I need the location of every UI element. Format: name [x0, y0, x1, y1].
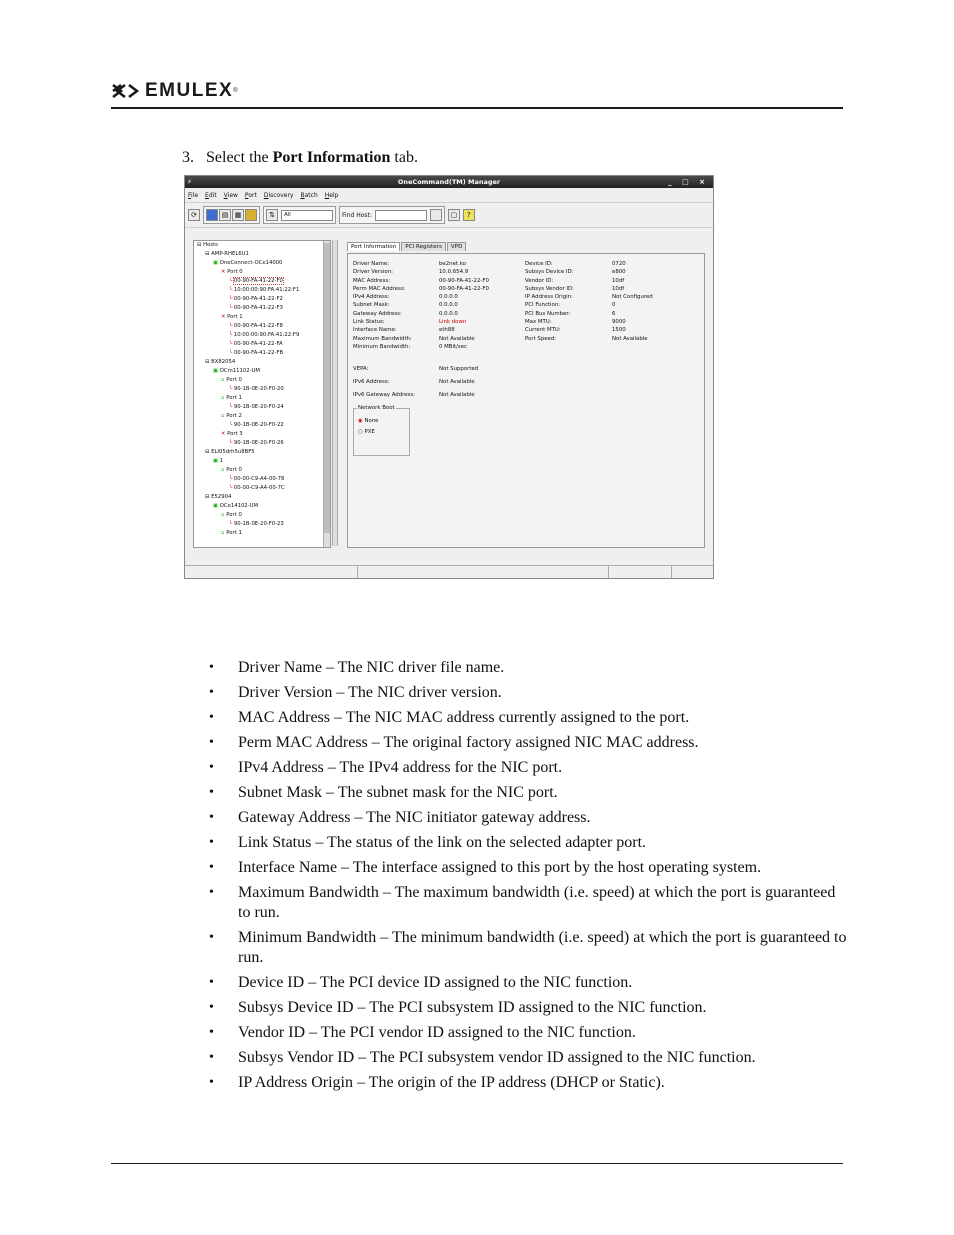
boot-option-none[interactable]: ◉ None — [358, 418, 379, 424]
step-suffix: tab. — [394, 149, 418, 166]
tree-node-label: Port 0 — [226, 512, 242, 518]
port-information-panel — [347, 253, 705, 548]
port-icon: ▫ — [221, 395, 227, 401]
tree-node[interactable] — [194, 277, 330, 286]
function-icon: └ — [229, 287, 234, 293]
function-icon: └ — [229, 476, 234, 482]
field-value: be2net.ko — [439, 261, 466, 267]
tree-node[interactable] — [194, 331, 330, 340]
fabric-view-icon[interactable]: ▤ — [219, 209, 231, 221]
field-label: Subnet Mask: — [353, 302, 390, 309]
tab-pci-registers[interactable]: PCI Registers — [401, 242, 446, 251]
host-icon: ⊟ — [205, 449, 212, 455]
logo-text: EMULEX — [145, 80, 234, 101]
bullet-item: • Interface Name – The interface assigned to this port by the host operating system. — [209, 858, 849, 878]
tab-port-information[interactable]: Port Information — [347, 242, 400, 251]
step-bold-term: Port Information — [272, 149, 391, 166]
tree-node-label: Port 1 — [227, 314, 243, 320]
tree-node[interactable] — [194, 502, 330, 511]
settings-icon[interactable]: ▢ — [448, 209, 460, 221]
function-icon: └ — [229, 278, 234, 284]
tree-node-label: Port 2 — [226, 413, 242, 419]
field-value: 0.0.0.0 — [439, 310, 458, 317]
tree-node-label: 10:00:00:90:FA:41:22:F1 — [233, 287, 300, 293]
field-label: Subsys Vendor ID: — [525, 285, 574, 292]
status-bar — [185, 565, 713, 578]
tree-node[interactable] — [194, 376, 330, 385]
refresh-icon[interactable]: ⟳ — [188, 209, 200, 221]
tree-node[interactable] — [194, 295, 330, 304]
discovery-tree — [193, 240, 331, 548]
tree-node[interactable] — [194, 367, 330, 376]
field-value: Not Configured — [612, 294, 653, 301]
footer-rule — [111, 1163, 843, 1164]
field-label: Gateway Address: — [353, 310, 402, 317]
tree-node[interactable] — [194, 250, 330, 259]
find-host-label: Find Host: — [342, 211, 372, 219]
ipv6-value: Not Available — [439, 379, 475, 385]
port-info-row — [353, 285, 692, 293]
find-host-input[interactable] — [375, 210, 427, 221]
help-icon[interactable]: ? — [463, 209, 475, 221]
function-icon: └ — [229, 341, 234, 347]
tree-node-label: Port 0 — [227, 269, 243, 275]
field-label: PCI Function: — [525, 302, 561, 309]
tree-node[interactable] — [194, 484, 330, 493]
port-icon: ▫ — [221, 413, 227, 419]
bullet-item: • Driver Version – The NIC driver version. — [209, 683, 849, 703]
host-icon: ⊟ — [205, 251, 212, 257]
field-value: 0.0.0.0 — [439, 302, 458, 309]
groups-view-icon[interactable] — [245, 209, 257, 221]
bullet-item: • Device ID – The PCI device ID assigned to the NIC function. — [209, 973, 849, 993]
field-label: Port Speed: — [525, 335, 557, 342]
emulex-mark-icon — [112, 83, 140, 99]
function-icon: └ — [229, 332, 234, 338]
host-icon: ⊟ — [205, 494, 212, 500]
tree-node[interactable] — [194, 241, 330, 250]
field-value: Not Available — [439, 335, 475, 342]
host-view-icon[interactable] — [206, 209, 218, 221]
field-value: 10.0.654.9 — [439, 269, 469, 276]
tree-node-label: 00-00-C9-A4-00-7C — [233, 485, 285, 491]
port-info-row — [353, 293, 692, 301]
port-info-row — [353, 343, 692, 351]
ipv6-gateway-value: Not Available — [439, 392, 475, 398]
tree-node[interactable] — [194, 322, 330, 331]
bullet-item: • IPv4 Address – The IPv4 address for the NIC port. — [209, 758, 849, 778]
field-label: Maximum Bandwidth: — [353, 335, 412, 342]
function-icon: └ — [229, 350, 234, 356]
tree-node-label: OCe14102-UM — [219, 503, 259, 509]
bullet-item: • Subsys Vendor ID – The PCI subsystem vendor ID assigned to the NIC function. — [209, 1048, 849, 1068]
boot-option-pxe[interactable]: ○ PXE — [358, 429, 375, 435]
field-label: MAC Address: — [353, 277, 391, 284]
port-info-row — [353, 277, 692, 285]
bullet-item: • Driver Name – The NIC driver file name. — [209, 658, 849, 678]
field-label: Subsys Device ID: — [525, 269, 574, 276]
bullet-item: • Perm MAC Address – The original factory assigned NIC MAC address. — [209, 733, 849, 753]
tree-node-label: 90-1B-0E-20-F0-26 — [233, 440, 284, 446]
field-value: e800 — [612, 269, 626, 276]
tree-node[interactable] — [194, 313, 330, 322]
tree-node-label: 00-90-FA-41-22-F0 — [233, 278, 283, 284]
bullet-item: • MAC Address – The NIC MAC address currently assigned to the port. — [209, 708, 849, 728]
port-icon: ✕ — [221, 269, 228, 275]
network-boot-group — [353, 405, 410, 456]
adapter-icon: ▣ — [213, 458, 220, 464]
adapter-icon: ▣ — [213, 503, 220, 509]
tree-node-label: Port 3 — [227, 431, 243, 437]
tree-node[interactable] — [194, 358, 330, 367]
window-controls[interactable]: _ □ × — [668, 178, 709, 186]
adapter-icon: ▣ — [213, 368, 220, 374]
field-label: Max MTU: — [525, 319, 552, 326]
tree-node[interactable] — [194, 430, 330, 439]
field-label: Interface Name: — [353, 327, 397, 334]
bullet-item: • IP Address Origin – The origin of the IP address (DHCP or Static). — [209, 1073, 849, 1093]
menu-help[interactable]: Help — [324, 191, 339, 199]
tree-node[interactable] — [194, 304, 330, 313]
network-boot-label: Network Boot — [358, 405, 395, 411]
field-value: 00-90-FA-41-22-F0 — [439, 277, 489, 284]
bullet-item: • Gateway Address – The NIC initiator gateway address. — [209, 808, 849, 828]
tree-node-label: Port 1 — [226, 530, 242, 536]
tree-node-label: 00-90-FA-41-22-F8 — [233, 323, 283, 329]
tree-node[interactable] — [194, 493, 330, 502]
tree-node[interactable] — [194, 448, 330, 457]
port-info-row — [353, 301, 692, 309]
tree-node-label: 10:00:00:90:FA:41:22:F9 — [233, 332, 300, 338]
host-icon: ⊟ — [205, 359, 212, 365]
tree-node-label: 00-90-FA-41-22-FB — [233, 350, 284, 356]
field-label: Vendor ID: — [525, 277, 554, 284]
port-info-row — [353, 318, 692, 326]
bullet-item: • Maximum Bandwidth – The maximum bandwidth (i.e. speed) at which the port is guaranteed to run. — [209, 883, 849, 923]
field-value: 10df — [612, 285, 625, 292]
view-toggle-group — [203, 206, 260, 224]
tree-node[interactable] — [194, 340, 330, 349]
function-icon: └ — [229, 521, 234, 527]
port-icon: ▫ — [221, 530, 227, 536]
tree-node-label: 90-1B-0E-20-F0-23 — [233, 521, 284, 527]
tree-node[interactable] — [194, 412, 330, 421]
logo-registered-mark: ® — [233, 88, 238, 94]
tree-node[interactable] — [194, 268, 330, 277]
field-value: 0 — [612, 302, 616, 309]
port-info-table — [353, 260, 692, 351]
field-value: Not Available — [612, 335, 648, 342]
tree-node-label: 90-1B-0E-20-F0-20 — [233, 386, 284, 392]
header-rule — [111, 107, 843, 109]
menu-edit[interactable]: Edit — [205, 191, 217, 199]
tree-node-label: Port 1 — [226, 395, 242, 401]
ipv6-label: IPv6 Address: — [353, 379, 390, 385]
tree-node-label: Hosts — [203, 242, 218, 248]
tree-node[interactable] — [194, 403, 330, 412]
bullet-item: • Subsys Device ID – The PCI subsystem ID assigned to the NIC function. — [209, 998, 849, 1018]
function-icon: └ — [229, 305, 234, 311]
port-icon: ✕ — [221, 431, 228, 437]
function-icon: └ — [229, 404, 234, 410]
ipv6-gateway-label: IPv6 Gateway Address: — [353, 392, 415, 398]
tree-node-label: 00-90-FA-41-22-FA — [233, 341, 283, 347]
step-instruction — [182, 149, 418, 167]
radio-icon: ○ — [358, 429, 363, 435]
vepa-value: Not Supported — [439, 366, 479, 372]
port-info-row — [353, 310, 692, 318]
port-icon: ▫ — [221, 467, 227, 473]
tree-node[interactable] — [194, 394, 330, 403]
tree-node-label: 00-90-FA-41-22-F3 — [233, 305, 283, 311]
tree-node-label: 00-00-C9-A4-00-78 — [233, 476, 285, 482]
tab-vpd[interactable]: VPD — [447, 242, 467, 251]
field-label: Link Status: — [353, 319, 385, 326]
field-value: 00-90-FA-41-22-F0 — [439, 285, 489, 292]
tree-node[interactable] — [194, 529, 330, 538]
host-icon: ⊟ — [197, 242, 204, 248]
tree-scrollbar[interactable] — [323, 241, 330, 547]
find-go-icon[interactable] — [430, 209, 442, 221]
bullet-item: • Link Status – The status of the link on the selected adapter port. — [209, 833, 849, 853]
app-screenshot — [184, 175, 714, 579]
splitter[interactable] — [332, 240, 338, 546]
tab-strip — [347, 242, 467, 251]
bullet-item: • Subnet Mask – The subnet mask for the NIC port. — [209, 783, 849, 803]
tree-node-label: 90-1B-0E-20-F0-22 — [233, 422, 284, 428]
menu-port[interactable]: Port — [244, 191, 257, 199]
field-value: Link down — [439, 319, 467, 326]
tree-node[interactable] — [194, 421, 330, 430]
tree-node[interactable] — [194, 520, 330, 529]
field-value: 1500 — [612, 327, 626, 334]
tree-node[interactable] — [194, 457, 330, 466]
function-icon: └ — [229, 422, 234, 428]
field-label: Driver Name: — [353, 261, 390, 267]
step-number: 3. — [182, 149, 194, 166]
vport-view-icon[interactable]: ▦ — [232, 209, 244, 221]
bullet-item: • Minimum Bandwidth – The minimum bandwidth (i.e. speed) at which the port is guaranteed to run. — [209, 928, 849, 968]
bullet-item: • Vendor ID – The PCI vendor ID assigned to the NIC function. — [209, 1023, 849, 1043]
tree-node[interactable] — [194, 259, 330, 268]
tree-node[interactable] — [194, 385, 330, 394]
tree-node-label: Port 0 — [226, 377, 242, 383]
window-title: OneCommand(TM) Manager — [397, 178, 501, 186]
tree-node-label: ELI05drh5u8BF5 — [211, 449, 255, 455]
function-icon: └ — [229, 440, 234, 446]
tree-node[interactable] — [194, 286, 330, 295]
field-value — [612, 343, 692, 351]
port-info-row — [353, 326, 692, 334]
field-label: Driver Version: — [353, 269, 393, 276]
field-label: Minimum Bandwidth: — [353, 343, 411, 350]
port-icon: ✕ — [221, 314, 228, 320]
tree-node-label: OCm11102-UM — [219, 368, 260, 374]
tree-node-label: OneConnect-OCe14000 — [219, 260, 283, 266]
field-value: eth88 — [439, 327, 455, 334]
menu-batch[interactable]: Batch — [300, 191, 318, 199]
filter-select[interactable]: All — [281, 210, 333, 221]
window-menu-icon[interactable]: ⚡ — [187, 178, 192, 186]
port-icon: ▫ — [221, 512, 227, 518]
field-label: Current MTU: — [525, 327, 561, 334]
find-host-combo — [339, 206, 445, 224]
radio-selected-icon: ◉ — [358, 418, 363, 424]
emulex-logo — [112, 80, 238, 102]
tree-node[interactable] — [194, 349, 330, 358]
field-label: IP Address Origin: — [525, 294, 573, 301]
tree-node-label: E52904 — [211, 494, 232, 500]
field-value: 6 — [612, 310, 616, 317]
field-label: PCI Bus Number: — [525, 310, 571, 317]
port-icon: ▫ — [221, 377, 227, 383]
function-icon: └ — [229, 296, 234, 302]
field-value: 0 MBit/sec — [439, 343, 468, 350]
tree-node-label: Port 0 — [226, 467, 242, 473]
port-info-row — [353, 335, 692, 343]
vepa-label: VEPA: — [353, 366, 369, 372]
tree-node-label: 1 — [219, 458, 224, 464]
function-icon: └ — [229, 323, 234, 329]
tree-node[interactable] — [194, 475, 330, 484]
filter-combo — [263, 206, 336, 224]
tree-node[interactable] — [194, 466, 330, 475]
tree-node-label: BX82054 — [211, 359, 236, 365]
toolbar — [185, 202, 713, 228]
field-value: 0.0.0.0 — [439, 294, 458, 301]
tree-node[interactable] — [194, 511, 330, 520]
step-prefix: Select the — [206, 149, 269, 166]
menu-discovery[interactable]: Discovery — [263, 191, 294, 199]
field-label — [525, 343, 612, 351]
field-label: IPv4 Address: — [353, 294, 390, 301]
adapter-icon: ▣ — [213, 260, 220, 266]
menu-bar — [185, 188, 713, 202]
menu-view[interactable]: View — [223, 191, 238, 199]
field-value: 0720 — [612, 261, 626, 267]
port-info-row — [353, 268, 692, 276]
port-info-row — [353, 260, 692, 268]
menu-file[interactable]: File — [188, 191, 199, 199]
window-titlebar — [185, 176, 713, 188]
tree-node[interactable] — [194, 439, 330, 448]
field-descriptions — [209, 658, 849, 1098]
tree-node-label: AMP-RHEL6U1 — [211, 251, 249, 257]
field-value: 10df — [612, 277, 625, 284]
field-value: 9000 — [612, 319, 626, 326]
field-label: Device ID: — [525, 261, 553, 267]
tree-node-label: 90-1B-0E-20-F0-24 — [233, 404, 284, 410]
function-icon: └ — [229, 386, 234, 392]
vepa-section — [353, 363, 478, 402]
function-icon: └ — [229, 485, 234, 491]
field-label: Perm MAC Address: — [353, 285, 406, 292]
filter-icon[interactable]: ⇅ — [266, 209, 278, 221]
tree-node-label: 00-90-FA-41-22-F2 — [233, 296, 283, 302]
